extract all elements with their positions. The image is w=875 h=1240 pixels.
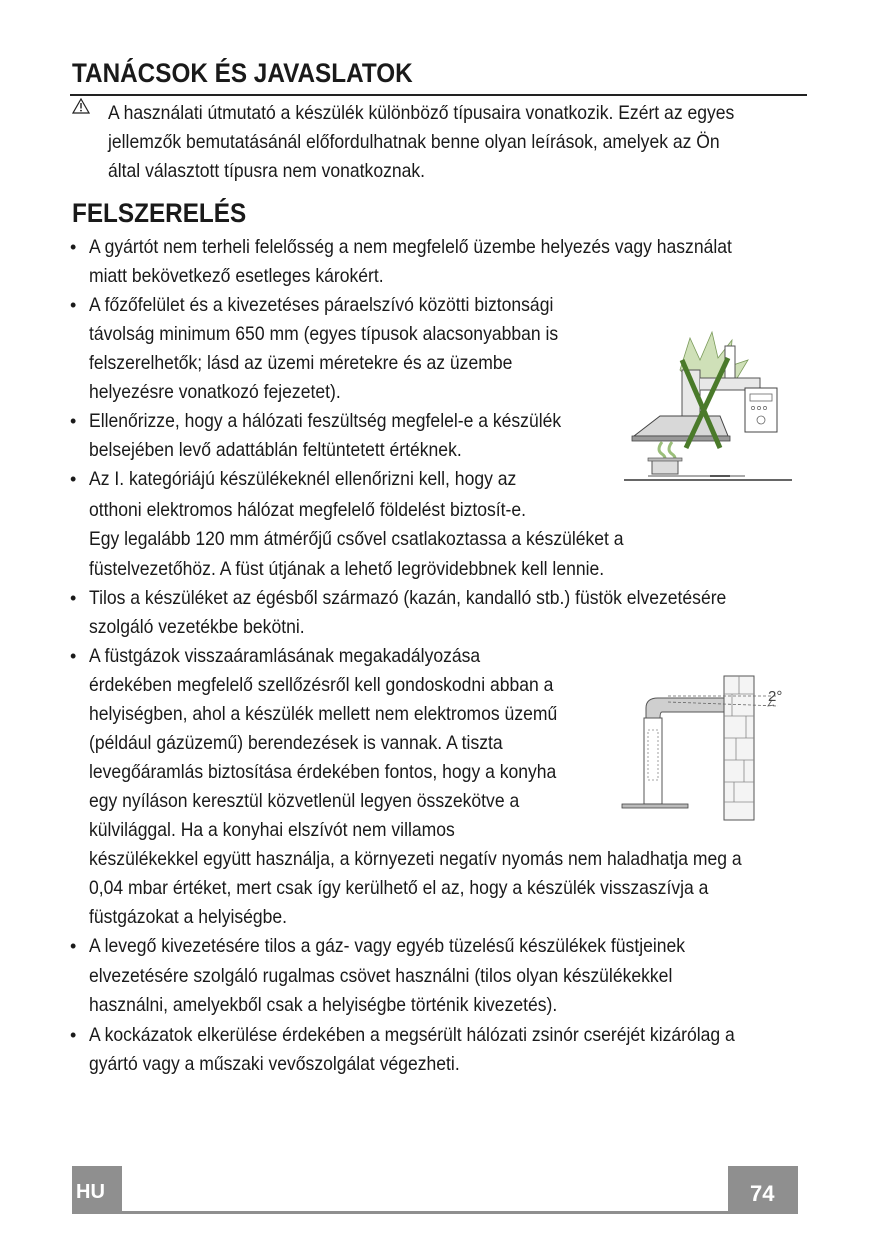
warning-line: A használati útmutató a készülék különböző típusaira vonatkozik. Ezért az egyes xyxy=(108,102,735,124)
warning-line: jellemzők bemutatásánál előfordulhatnak benne olyan leírások, amelyek az Ön xyxy=(108,131,720,153)
page-number-badge xyxy=(728,1166,798,1214)
text-line: otthoni elektromos hálózat megfelelő földelést biztosít-e. xyxy=(89,499,527,521)
language-badge xyxy=(72,1166,122,1214)
text-line: A füstgázok visszaáramlásának megakadályozása xyxy=(89,645,481,667)
bullet-marker: • xyxy=(70,411,77,431)
text-line: A levegő kivezetésére tilos a gáz- vagy egyéb tüzelésű készülékek füstjeinek xyxy=(89,935,686,957)
slope-angle-label: 2° xyxy=(768,688,783,705)
duct-slope-illustration xyxy=(618,672,793,822)
text-line: használni, amelyekből csak a helyiségbe történik kivezetés). xyxy=(89,994,558,1016)
warning-line: által választott típusra nem vonatkoznak. xyxy=(108,160,426,182)
text-line: Egy legalább 120 mm átmérőjű csővel csatlakoztassa a készüléket a xyxy=(89,528,624,550)
warning-triangle-icon xyxy=(72,98,90,114)
bullet-marker: • xyxy=(70,588,77,608)
language-code: HU xyxy=(76,1181,105,1203)
text-line: Az I. kategóriájú készülékeknél ellenőrizni kell, hogy az xyxy=(89,468,517,490)
bullet-marker: • xyxy=(70,1025,77,1045)
text-line: 0,04 mbar értéket, mert csak így kerülhető el az, hogy a készülék visszaszívja a xyxy=(89,877,709,899)
text-line: levegőáramlás biztosítása érdekében fontos, hogy a konyha xyxy=(89,761,557,783)
text-line: helyezésre vonatkozó fejezetet). xyxy=(89,381,341,403)
text-line: A kockázatok elkerülése érdekében a megsérült hálózati zsinór cseréjét kizárólag a xyxy=(89,1024,735,1046)
bullet-marker: • xyxy=(70,237,77,257)
hood-boiler-prohibited-illustration xyxy=(620,330,795,485)
text-line: felszerelhetők; lásd az üzemi méretekre és az üzembe xyxy=(89,352,513,374)
text-line: külvilággal. Ha a konyhai elszívót nem villamos xyxy=(89,819,455,841)
text-line: távolság minimum 650 mm (egyes típusok alacsonyabban is xyxy=(89,323,559,345)
section-title: FELSZERELÉS xyxy=(72,198,247,228)
page-number: 74 xyxy=(750,1181,775,1206)
text-line: Ellenőrizze, hogy a hálózati feszültség megfelel-e a készülék xyxy=(89,410,562,432)
text-line: egy nyíláson keresztül közvetlenül legyen összekötve a xyxy=(89,790,520,812)
text-line: A főzőfelület és a kivezetéses páraelszívó közötti biztonsági xyxy=(89,294,554,316)
text-line: füstelvezetőhöz. A füst útjának a lehető legrövidebbnek kell lennie. xyxy=(89,558,605,580)
title-rule xyxy=(70,94,807,96)
bullet-marker: • xyxy=(70,469,77,489)
text-line: miatt bekövetkező esetleges károkért. xyxy=(89,265,384,287)
footer-rule xyxy=(72,1211,798,1214)
text-line: Tilos a készüléket az égésből származó (kazán, kandalló stb.) füstök elvezetésére xyxy=(89,587,727,609)
text-line: belsejében levő adattáblán feltüntetett értéknek. xyxy=(89,439,462,461)
text-line: helyiségben, ahol a készülék mellett nem elektromos üzemű xyxy=(89,703,558,725)
warning-text xyxy=(108,99,756,186)
bullet-marker: • xyxy=(70,295,77,315)
text-line: gyártó vagy a műszaki vevőszolgálat végezheti. xyxy=(89,1053,460,1075)
page-title: TANÁCSOK ÉS JAVASLATOK xyxy=(72,58,413,88)
text-line: érdekében megfelelő szellőzésről kell gondoskodni abban a xyxy=(89,674,554,696)
text-line: szolgáló vezetékbe bekötni. xyxy=(89,616,305,638)
text-line: készülékekkel együtt használja, a környezeti negatív nyomás nem haladhatja meg a xyxy=(89,848,742,870)
text-line: (például gázüzemű) berendezések is vannak. A tiszta xyxy=(89,732,503,754)
text-line: A gyártót nem terheli felelősség a nem megfelelő üzembe helyezés vagy használat xyxy=(89,236,732,258)
bullet-marker: • xyxy=(70,646,77,666)
bullet-marker: • xyxy=(70,936,77,956)
text-line: elvezetésére szolgáló rugalmas csövet használni (tilos olyan készülékekkel xyxy=(89,965,673,987)
text-line: füstgázokat a helyiségbe. xyxy=(89,906,288,928)
